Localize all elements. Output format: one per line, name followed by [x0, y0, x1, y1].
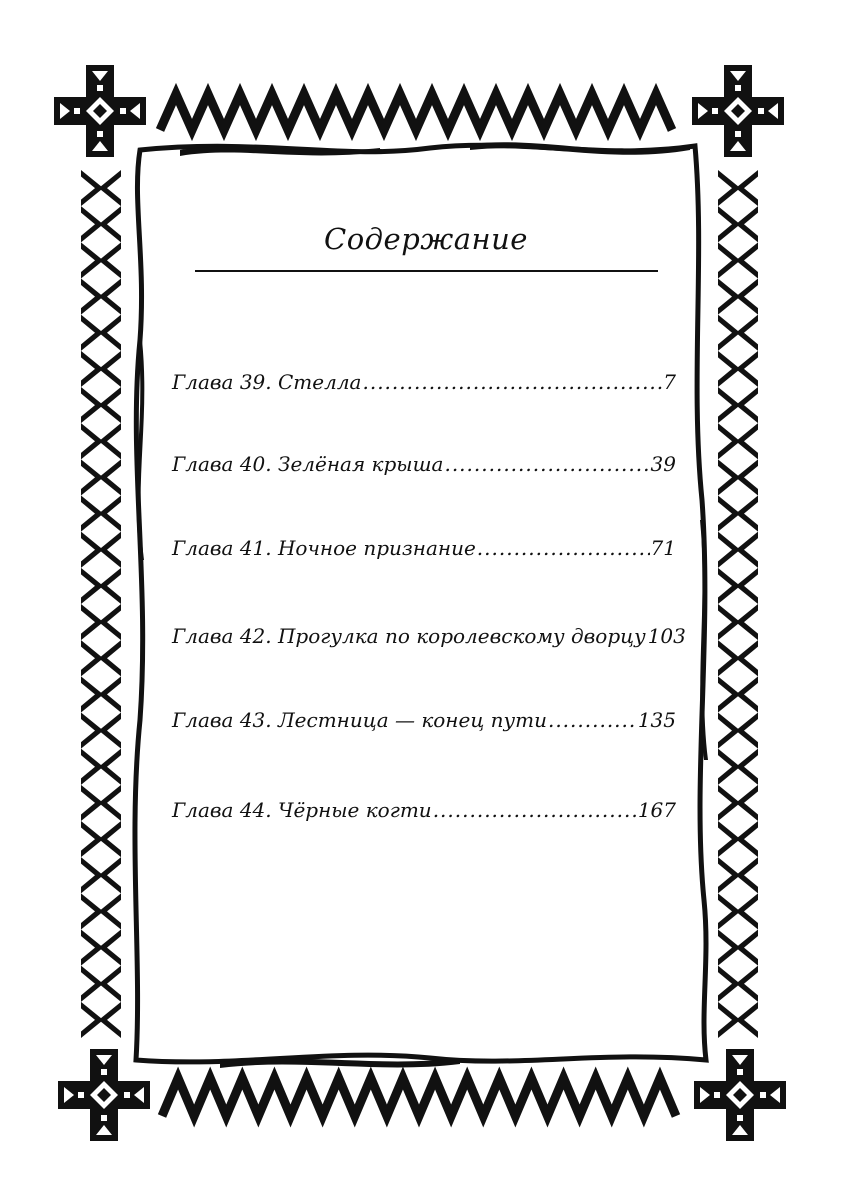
dot-leader	[548, 708, 637, 732]
toc-entry-label: Глава 44. Чёрные когти	[172, 798, 432, 822]
dot-leader	[362, 370, 662, 394]
inner-wavy-frame	[135, 142, 708, 1068]
side-diamond-bands	[81, 170, 758, 1038]
toc-entry-page: 71	[650, 536, 676, 560]
title-underline	[195, 270, 658, 272]
dot-leader	[477, 536, 650, 560]
toc-entry-label: Глава 40. Зелёная крыша	[172, 452, 444, 476]
toc-entry-page: 39	[650, 452, 676, 476]
toc-entry[interactable]	[172, 624, 686, 648]
toc-entry-page: 167	[637, 798, 676, 822]
toc-entry-label: Глава 41. Ночное признание	[172, 536, 476, 560]
corner-cross-icon	[692, 65, 784, 157]
toc-entry-label: Глава 42. Прогулка по королевскому дворцу	[172, 624, 646, 648]
toc-entry-page: 135	[637, 708, 676, 732]
side-band-left	[81, 170, 121, 1038]
side-band-right	[718, 170, 758, 1038]
zigzag-band-top	[160, 94, 672, 130]
wavy-frame-line	[135, 145, 706, 1062]
toc-entry-page: 103	[647, 624, 686, 648]
toc-entry-label: Глава 43. Лестница — конец пути	[172, 708, 547, 732]
corner-cross-icon	[694, 1049, 786, 1141]
corner-cross-icon	[58, 1049, 150, 1141]
zigzag-band-bottom	[162, 1078, 676, 1116]
toc-entry-page: 7	[663, 370, 676, 394]
toc-entry-label: Глава 39. Стелла	[172, 370, 362, 394]
toc-entry[interactable]	[172, 536, 676, 560]
toc-entry[interactable]	[172, 452, 676, 476]
toc-entry[interactable]	[172, 370, 676, 394]
corner-cross-icon	[54, 65, 146, 157]
toc-entry[interactable]	[172, 798, 676, 822]
dot-leader	[433, 798, 637, 822]
toc-entry[interactable]	[172, 708, 676, 732]
dot-leader	[444, 452, 649, 476]
page-title: Содержание	[324, 222, 528, 256]
